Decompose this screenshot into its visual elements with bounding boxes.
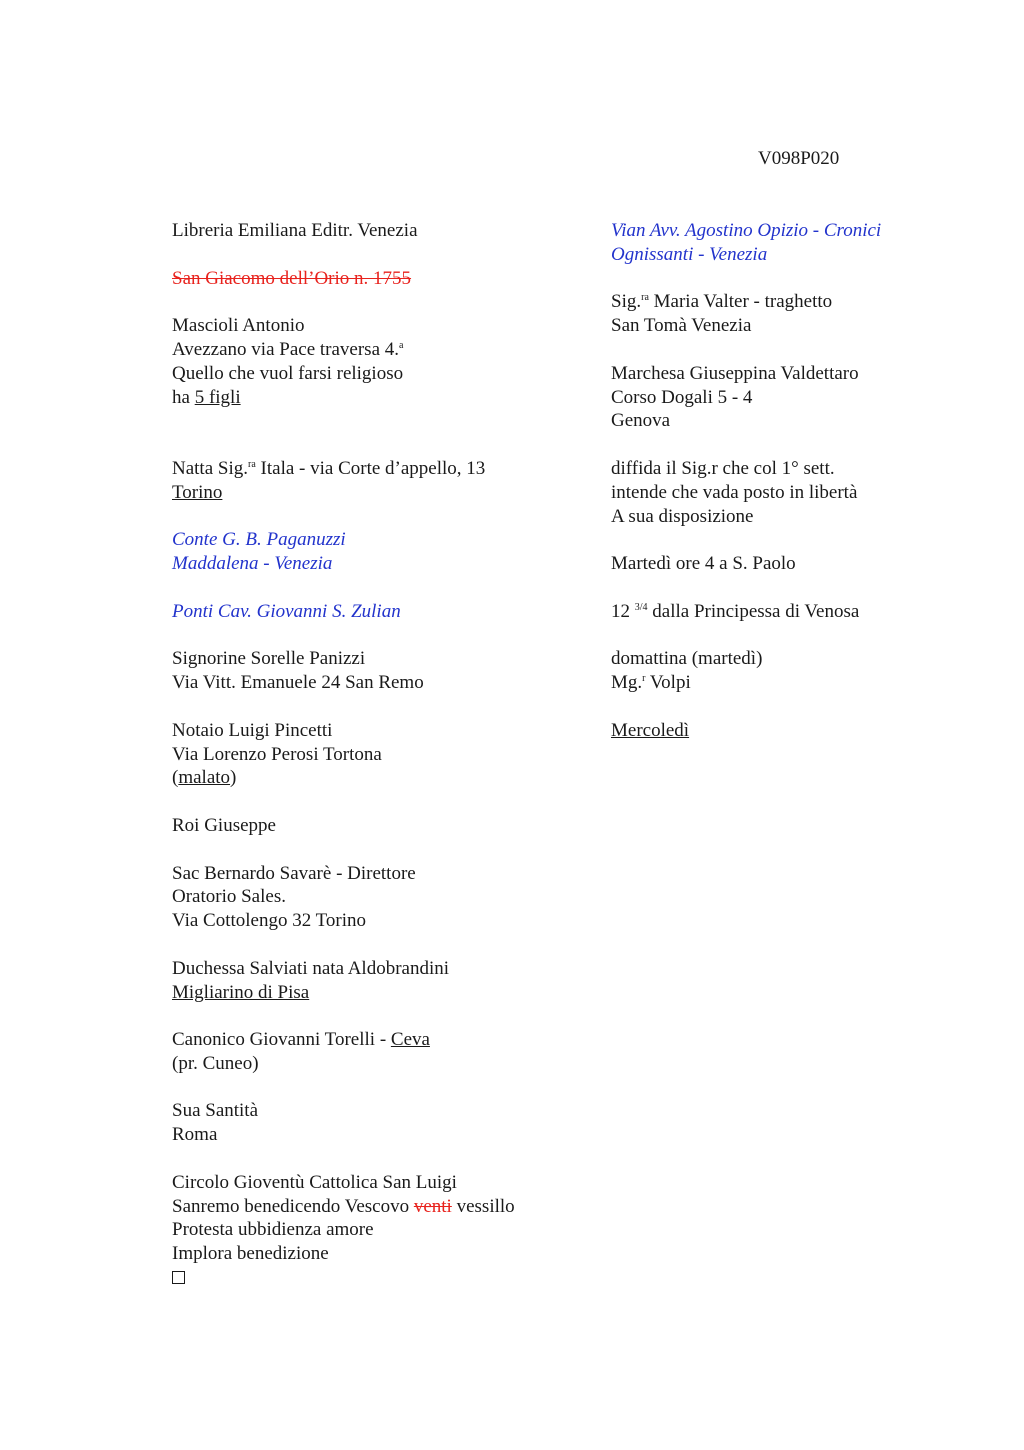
entry-avezzano: Avezzano via Pace traversa 4.$^a$ [172, 338, 404, 360]
entry-signorine: Signorine Sorelle Panizzi [172, 648, 366, 670]
entry-mercoledi: Mercoledì [611, 719, 690, 741]
entry-malato: (malato) [172, 767, 237, 789]
empty-box-icon [172, 1271, 185, 1284]
entry-sac: Sac Bernardo Savarè - Direttore [172, 862, 416, 884]
entry-marchesa: Marchesa Giuseppina Valdettaro [611, 362, 859, 384]
entry-mascioli: Mascioli Antonio [172, 315, 305, 337]
entry-sua-santita: Sua Santità [172, 1100, 259, 1122]
entry-protesta: Protesta ubbidienza amore [172, 1219, 374, 1241]
entry-via-vitt: Via Vitt. Emanuele 24 San Remo [172, 672, 424, 694]
entry-via-lorenzo: Via Lorenzo Perosi Tortona [172, 743, 382, 765]
entry-notaio: Notaio Luigi Pincetti [172, 719, 333, 741]
entry-ha-figli: ha 5 figli [172, 386, 241, 408]
entry-martedi: Martedì ore 4 a S. Paolo [611, 553, 796, 575]
checkbox-marker [172, 1266, 572, 1291]
entry-corso: Corso Dogali 5 - 4 [611, 386, 753, 408]
entry-vian: Vian Avv. Agostino Opizio - Cronici [611, 220, 882, 241]
entry-via-cottolengo: Via Cottolengo 32 Torino [172, 910, 367, 932]
right-column [611, 219, 941, 743]
entry-intende: intende che vada posto in libertà [611, 481, 858, 503]
page-id: V098P020 [758, 148, 840, 169]
entry-a-sua: A sua disposizione [611, 505, 754, 527]
left-column [172, 219, 572, 1291]
struck-address: San Giacomo dell’Orio n. 1755 [172, 267, 412, 289]
entry-circolo: Circolo Gioventù Cattolica San Luigi [172, 1171, 457, 1193]
entry-libreria: Libreria Emiliana Editr. Venezia [172, 220, 418, 241]
entry-maddalena: Maddalena - Venezia [172, 553, 333, 575]
entry-torino: Torino [172, 481, 223, 503]
entry-conte: Conte G. B. Paganuzzi [172, 529, 346, 551]
entry-natta: Natta Sig.$^{ra}$ Itala - via Corte d’appello, 13 [172, 457, 486, 479]
entry-sig-valter: Sig.$^{ra}$ Maria Valter - traghetto [611, 291, 833, 313]
entry-domattina: domattina (martedì) [611, 648, 763, 670]
entry-migliarino: Migliarino di Pisa [172, 981, 310, 1003]
entry-oratorio: Oratorio Sales. [172, 886, 286, 908]
entry-implora: Implora benedizione [172, 1243, 329, 1265]
entry-volpi: Mg.$^r$ Volpi [611, 672, 691, 694]
entry-ponti: Ponti Cav. Giovanni S. Zulian [172, 600, 401, 622]
entry-diffida: diffida il Sig.r che col 1° sett. [611, 457, 835, 479]
entry-principessa: 12 $^{3/4}$ dalla Principessa di Venosa [611, 600, 860, 622]
entry-canonico: Canonico Giovanni Torelli - Ceva [172, 1029, 430, 1051]
entry-sanremo: Sanremo benedicendo Vescovo venti vessillo [172, 1195, 515, 1217]
entry-duchessa: Duchessa Salviati nata Aldobrandini [172, 957, 450, 979]
entry-genova: Genova [611, 410, 671, 432]
entry-ognissanti: Ognissanti - Venezia [611, 243, 768, 265]
entry-roma: Roma [172, 1124, 218, 1146]
entry-pr-cuneo: (pr. Cuneo) [172, 1052, 259, 1074]
entry-quello: Quello che vuol farsi religioso [172, 362, 404, 384]
entry-roi: Roi Giuseppe [172, 814, 276, 836]
entry-san-toma: San Tomà Venezia [611, 315, 752, 337]
